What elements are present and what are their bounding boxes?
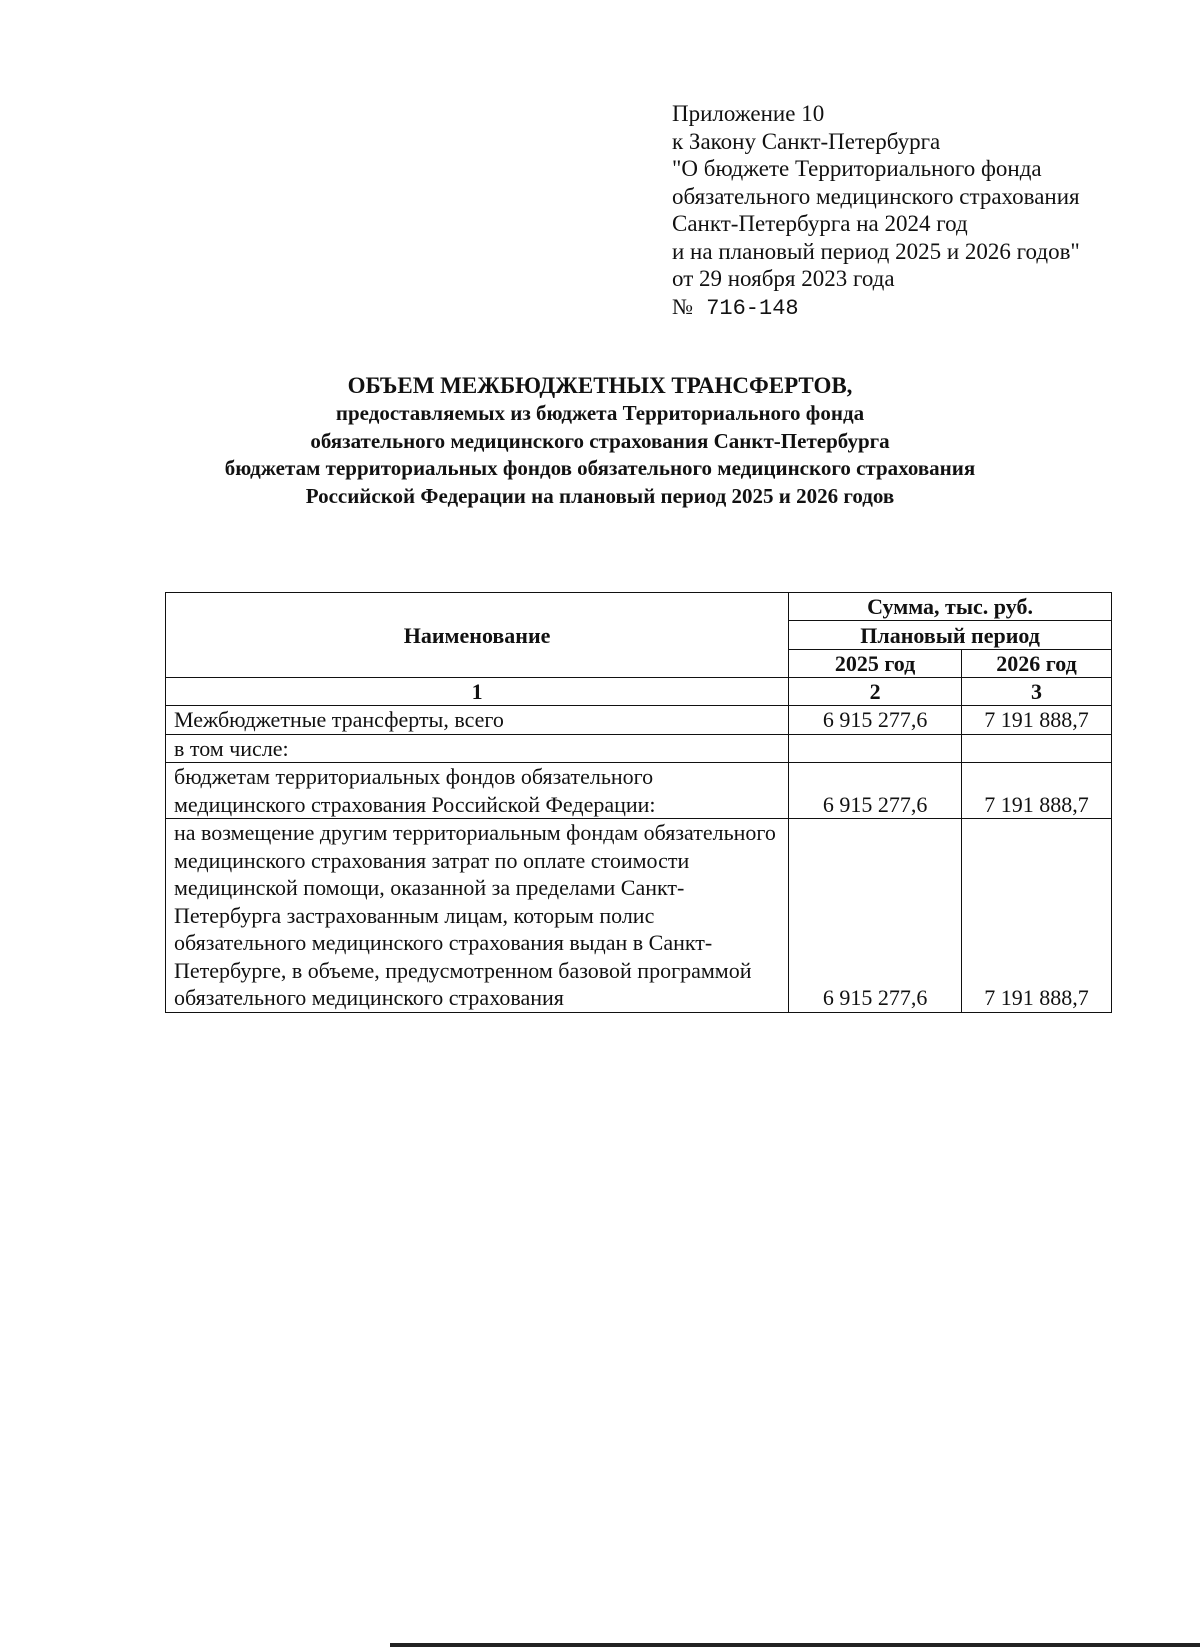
value-2026: 7 191 888,7 [962, 706, 1112, 735]
appendix-line: и на плановый период 2025 и 2026 годов" [672, 238, 1080, 264]
header-year-2025: 2025 год [789, 649, 962, 677]
table-row [166, 819, 1112, 1013]
table-row [166, 763, 1112, 819]
law-number-prefix: № [672, 293, 693, 319]
appendix-line: Приложение 10 [672, 101, 825, 126]
document-title [0, 372, 1200, 510]
column-number: 1 [166, 678, 789, 706]
scan-edge-line [390, 1643, 1200, 1647]
header-year-2026: 2026 год [962, 649, 1112, 677]
value-2025: 6 915 277,6 [789, 763, 962, 819]
value-2026: 7 191 888,7 [962, 819, 1112, 1013]
title-subline: бюджетам территориальных фондов обязательного медицинского страхования [224, 456, 976, 480]
row-name: Межбюджетные трансферты, всего [166, 706, 789, 735]
value-2025: 6 915 277,6 [789, 819, 962, 1013]
appendix-line: к Закону Санкт-Петербурга [672, 128, 941, 154]
appendix-line: "О бюджете Территориального фонда [672, 156, 1042, 181]
table-row [166, 706, 1112, 735]
law-number [672, 293, 1080, 323]
row-name: бюджетам территориальных фондов обязательного медицинского страхования Российской Федерации: [166, 763, 789, 819]
value-2025: 6 915 277,6 [789, 706, 962, 735]
appendix-line: Санкт-Петербурга на 2024 год [672, 211, 968, 236]
table-row [166, 734, 1112, 763]
title-subline: обязательного медицинского страхования Санкт-Петербурга [310, 428, 890, 453]
value-2026 [962, 734, 1112, 763]
value-2025 [789, 734, 962, 763]
value-2026: 7 191 888,7 [962, 763, 1112, 819]
title-subline: предоставляемых из бюджета Территориального фонда [335, 401, 865, 425]
column-number: 2 [789, 678, 962, 706]
appendix-line: обязательного медицинского страхования [672, 183, 1080, 209]
column-number: 3 [962, 678, 1112, 706]
title-main: ОБЪЕМ МЕЖБЮДЖЕТНЫХ ТРАНСФЕРТОВ, [347, 373, 853, 398]
title-subline: Российской Федерации на плановый период 2025 и 2026 годов [305, 483, 895, 508]
transfers-table [165, 592, 1112, 1013]
header-sum: Сумма, тыс. руб. [789, 593, 1112, 621]
row-name: на возмещение другим территориальным фондам обязательного медицинского страхования затрат по оплате стоимости медицинской помощи, оказанной за пределами Санкт-Петербурга застрахованным лицам, которым полис обязательного медицинского страхования выдан в Санкт-Петербурге, в объеме, предусмотренном базовой программой обязательного медицинского страхования [166, 819, 789, 1013]
row-name: в том числе: [166, 734, 789, 763]
appendix-reference [672, 100, 1080, 322]
header-name: Наименование [166, 593, 789, 678]
appendix-line: от 29 ноября 2023 года [672, 266, 895, 291]
law-number-value: 716-148 [706, 295, 799, 321]
header-period: Плановый период [789, 621, 1112, 649]
column-numbers-row [166, 678, 1112, 706]
